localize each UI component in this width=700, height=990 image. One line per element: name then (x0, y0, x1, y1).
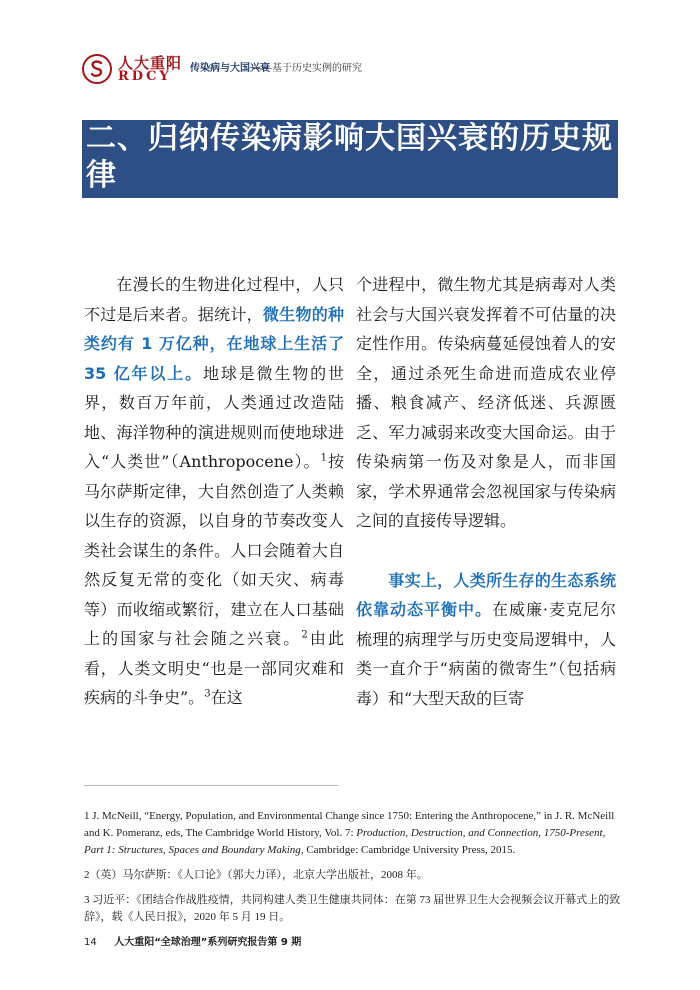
highlight-text: 事实上，人类所生存的生态系统依靠动态平衡中。 (356, 570, 616, 619)
right-column (356, 270, 616, 713)
rdcy-logo-icon (82, 54, 112, 84)
series-title: 人大重阳“全球治理”系列研究报告第 9 期 (114, 937, 302, 948)
footnote-ref[interactable]: 3 (204, 688, 211, 700)
page-footer (84, 933, 301, 948)
logo-chinese-name: 人大重阳 (118, 54, 183, 72)
logo-english-name: RDCY (118, 69, 172, 84)
section-title: 二、归纳传染病影响大国兴衰的历史规律 (86, 121, 613, 193)
footnote-divider (84, 785, 338, 786)
page-header (82, 54, 642, 86)
body-text: 在漫长的生物进化过程中，人只不过是后来者。据统计， (84, 275, 344, 324)
paragraph (356, 566, 616, 714)
section-title-band (82, 120, 618, 198)
body-text: 由此看，人类文明史“也是一部同灾难和疾病的斗争史”。 (84, 629, 344, 707)
footnote-ref[interactable]: 2 (301, 629, 308, 641)
paragraph-continued: 个进程中，微生物尤其是病毒对人类社会与大国兴衰发挥着不可估量的决定性作用。传染病蔓延侵蚀着人的安全，通过杀死生命进而造成农业停播、粮食减产、经济低迷、兵源匮乏、军力减弱来改变大国命运。由于传染病第一伤及对象是人，而非国家，学术界通常会忽视国家与传染病之间的直接传导逻辑。 (356, 275, 616, 530)
footnote-3: 3 习近平：《团结合作战胜疫情，共同构建人类卫生健康共同体：在第 73 届世界卫生大会视频会议开幕式上的致辞》，载《人民日报》，2020 年 5 月 19 日。 (84, 894, 621, 923)
body-text: 在威廉·麦克尼尔梳理的病理学与历史变局逻辑中，人类一直介于“病菌的微寄生”（包括病毒）和“大型天敌的巨寄 (356, 600, 616, 708)
highlight-text: 微生物的种类约有 1 万亿种，在地球上生活了 35 亿年以上。 (84, 304, 344, 383)
body-text: 地球是微生物的世界，数百万年前，人类通过改造陆地、海洋物种的演进规则而使地球进入“人类世”（Anthropocene）。 (84, 363, 344, 471)
footnote-2: 2（英）马尔萨斯：《人口论》（郭大力译），北京大学出版社，2008 年。 (84, 869, 428, 881)
left-column (84, 270, 344, 713)
body-text: 在这 (210, 688, 243, 707)
footnote-ref[interactable]: 1 (320, 452, 327, 464)
report-title: 传染病与大国兴衰 (190, 63, 270, 74)
page-number: 14 (84, 937, 97, 948)
body-text: 按马尔萨斯定律，大自然创造了人类赖以生存的资源，以自身的节奏改变人类社会谋生的条件。人口会随着大自然反复无常的变化（如天灾、病毒等）而收缩或繁衍，建立在人口基础上的国家与社会随之兴衰。 (84, 452, 344, 648)
report-subtitle: ——基于历史实例的研究 (252, 63, 362, 74)
footnote-1: 1 J. McNeill, “Energy, Population, and Environmental Change since 1750: Entering the Anthropocene,” in J. R. McNeill and K. Pomeranz, eds, The Cambridge World History, Vol. 7: Production, Destruction, and Connection, 1750-Present, Part 1: Structures, Spaces and Boundary Making, Cambridge: Cambridge University Press, 2015. (84, 810, 615, 856)
footnotes (84, 808, 624, 934)
